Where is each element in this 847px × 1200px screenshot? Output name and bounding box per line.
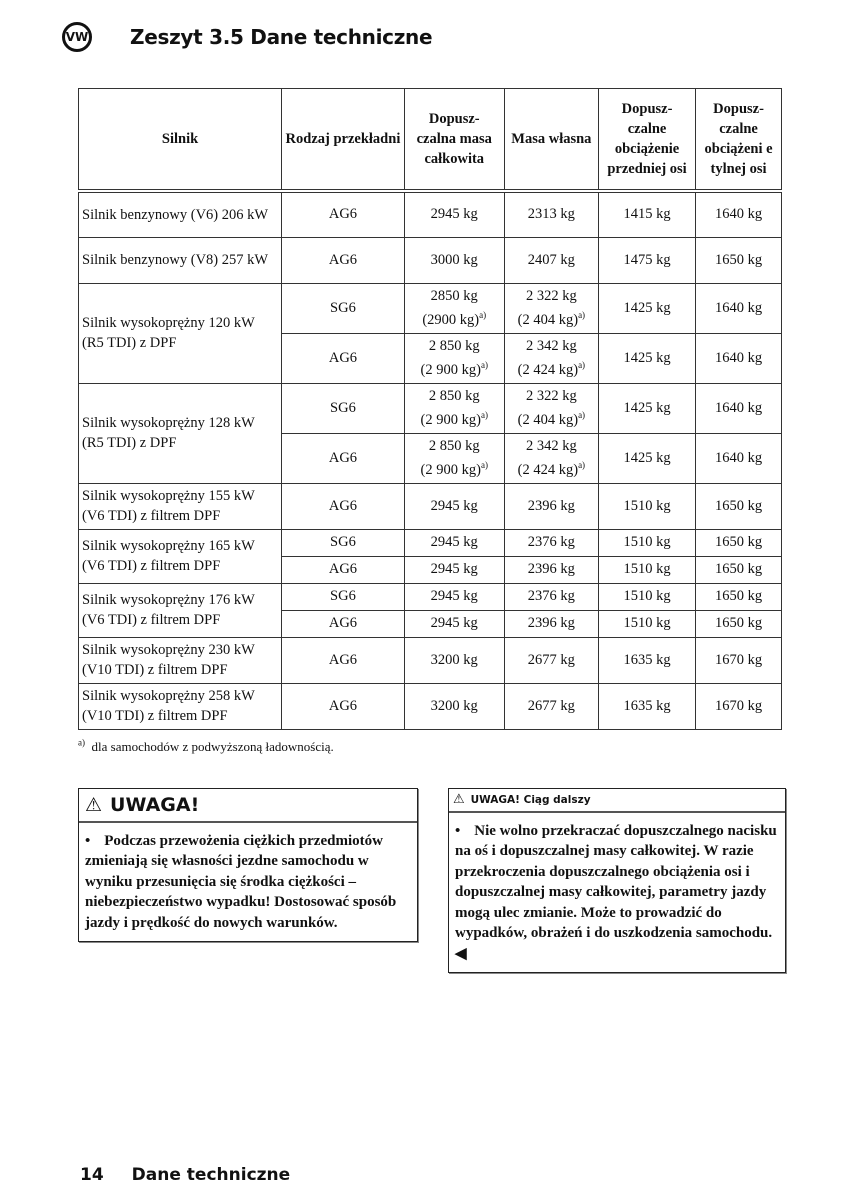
footnote-ref: a) — [480, 410, 488, 421]
value-alt: (2 900 kg) — [420, 462, 481, 478]
column-header: Dopusz- czalna masa całkowita — [404, 89, 504, 192]
gearbox-cell: SG6 — [282, 529, 405, 556]
front-axle-cell: 1425 kg — [598, 383, 695, 433]
gross-weight-cell: 2945 kg — [404, 529, 504, 556]
front-axle-cell: 1425 kg — [598, 333, 695, 383]
gearbox-cell: AG6 — [282, 610, 405, 637]
gearbox-cell: AG6 — [282, 333, 405, 383]
gearbox-cell: SG6 — [282, 583, 405, 610]
warning-triangle-icon: ⚠ — [453, 792, 465, 807]
rear-axle-cell: 1640 kg — [696, 283, 782, 333]
logo-text: VW — [65, 30, 89, 44]
gross-weight-cell — [404, 383, 504, 433]
footnote-ref: a) — [578, 310, 586, 321]
footnote-ref: a) — [578, 410, 586, 421]
value-alt: (2 404 kg) — [517, 312, 579, 328]
gearbox-cell: AG6 — [282, 683, 405, 729]
curb-weight-cell — [504, 433, 598, 483]
rear-axle-cell: 1640 kg — [696, 191, 782, 237]
warning-box — [78, 788, 418, 943]
curb-weight-cell — [504, 383, 598, 433]
rear-axle-cell: 1640 kg — [696, 433, 782, 483]
curb-weight-cell: 2396 kg — [504, 556, 598, 583]
warning-body — [449, 813, 785, 973]
gearbox-cell: AG6 — [282, 637, 405, 683]
curb-weight-cell: 2376 kg — [504, 583, 598, 610]
warning-text: Podczas przewożenia ciężkich przedmiotów zmieniają się własności jezdne samochodu w wyniku przesunięcia się środka ciężkości – niebezpieczeństwo wypadku! Dostosować sposób jazdy i prędkość do nowych warunków. — [85, 832, 397, 931]
value: 2 322 kg — [525, 388, 577, 404]
gross-weight-cell: 3200 kg — [404, 637, 504, 683]
gross-weight-cell: 2945 kg — [404, 556, 504, 583]
front-axle-cell: 1635 kg — [598, 637, 695, 683]
gross-weight-cell: 2945 kg — [404, 483, 504, 529]
front-axle-cell: 1415 kg — [598, 191, 695, 237]
gross-weight-cell — [404, 433, 504, 483]
curb-weight-cell: 2313 kg — [504, 191, 598, 237]
value: 2 850 kg — [428, 338, 480, 354]
engine-cell: Silnik benzynowy (V8) 257 kW — [79, 237, 282, 283]
engine-cell: Silnik benzynowy (V6) 206 kW — [79, 191, 282, 237]
footnote-text: dla samochodów z podwyższoną ładownością. — [91, 738, 334, 754]
curb-weight-cell — [504, 283, 598, 333]
footnote-ref: a) — [480, 460, 488, 471]
rear-axle-cell: 1650 kg — [696, 483, 782, 529]
gearbox-cell: AG6 — [282, 433, 405, 483]
front-axle-cell: 1425 kg — [598, 433, 695, 483]
footnote-ref: a) — [578, 460, 586, 471]
engine-cell: Silnik wysokoprężny 165 kW (V6 TDI) z filtrem DPF — [79, 529, 282, 583]
rear-axle-cell: 1650 kg — [696, 237, 782, 283]
page-number: 14 — [80, 1165, 104, 1185]
warning-continued-box — [448, 788, 786, 974]
footnote-ref: a) — [480, 360, 488, 371]
value-alt: (2 424 kg) — [517, 362, 579, 378]
rear-axle-cell: 1670 kg — [696, 637, 782, 683]
value-alt: (2 900 kg) — [420, 362, 481, 378]
engine-cell: Silnik wysokoprężny 128 kW (R5 TDI) z DPF — [79, 383, 282, 483]
column-header: Silnik — [79, 89, 282, 192]
curb-weight-cell: 2677 kg — [504, 683, 598, 729]
gross-weight-cell: 2945 kg — [404, 583, 504, 610]
rear-axle-cell: 1650 kg — [696, 556, 782, 583]
page-title: Zeszyt 3.5 Dane techniczne — [130, 25, 433, 49]
column-header: Dopusz- czalne obciążeni e tylnej osi — [696, 89, 782, 192]
table-row — [79, 191, 782, 237]
warning-header — [79, 789, 417, 823]
table-row — [79, 483, 782, 529]
gross-weight-cell — [404, 333, 504, 383]
value: 2 850 kg — [428, 438, 480, 454]
table-row — [79, 529, 782, 556]
front-axle-cell: 1510 kg — [598, 556, 695, 583]
header-row — [79, 89, 782, 192]
curb-weight-cell — [504, 333, 598, 383]
warning-title: UWAGA! — [110, 793, 200, 816]
column-header: Dopusz- czalne obciążenie przedniej osi — [598, 89, 695, 192]
rear-axle-cell: 1650 kg — [696, 529, 782, 556]
value: 2 342 kg — [525, 338, 577, 354]
end-of-section-icon: ◀ — [455, 945, 467, 962]
technical-data-table — [78, 88, 782, 730]
value: 2 322 kg — [525, 288, 577, 304]
value-alt: (2 900 kg) — [420, 412, 481, 428]
curb-weight-cell: 2396 kg — [504, 483, 598, 529]
engine-cell: Silnik wysokoprężny 230 kW (V10 TDI) z filtrem DPF — [79, 637, 282, 683]
gross-weight-cell: 2945 kg — [404, 610, 504, 637]
gross-weight-cell: 2945 kg — [404, 191, 504, 237]
gross-weight-cell: 3200 kg — [404, 683, 504, 729]
gearbox-cell: SG6 — [282, 283, 405, 333]
warning-header — [449, 789, 785, 813]
curb-weight-cell: 2396 kg — [504, 610, 598, 637]
warning-title: UWAGA! Ciąg dalszy — [470, 793, 591, 806]
rear-axle-cell: 1650 kg — [696, 610, 782, 637]
front-axle-cell: 1510 kg — [598, 529, 695, 556]
front-axle-cell: 1510 kg — [598, 483, 695, 529]
engine-cell: Silnik wysokoprężny 176 kW (V6 TDI) z filtrem DPF — [79, 583, 282, 637]
front-axle-cell: 1475 kg — [598, 237, 695, 283]
curb-weight-cell: 2407 kg — [504, 237, 598, 283]
content — [78, 88, 786, 973]
front-axle-cell: 1510 kg — [598, 610, 695, 637]
table-row — [79, 683, 782, 729]
rear-axle-cell: 1640 kg — [696, 333, 782, 383]
rear-axle-cell: 1650 kg — [696, 583, 782, 610]
gross-weight-cell — [404, 283, 504, 333]
table-row — [79, 237, 782, 283]
engine-cell: Silnik wysokoprężny 120 kW (R5 TDI) z DPF — [79, 283, 282, 383]
rear-axle-cell: 1670 kg — [696, 683, 782, 729]
value: 2 850 kg — [428, 388, 480, 404]
engine-cell: Silnik wysokoprężny 155 kW (V6 TDI) z filtrem DPF — [79, 483, 282, 529]
table-row — [79, 583, 782, 610]
value: 2 342 kg — [525, 438, 577, 454]
bullet: • — [85, 832, 91, 849]
warnings — [78, 788, 786, 974]
page-footer — [80, 1165, 290, 1185]
footnote-ref: a) — [479, 310, 487, 321]
value-alt: (2900 kg) — [422, 312, 480, 328]
warning-triangle-icon: ⚠ — [85, 793, 103, 816]
gearbox-cell: AG6 — [282, 237, 405, 283]
table-row — [79, 637, 782, 683]
curb-weight-cell: 2677 kg — [504, 637, 598, 683]
value: 2850 kg — [430, 288, 478, 304]
table-row — [79, 283, 782, 333]
vw-logo-icon — [62, 22, 92, 52]
front-axle-cell: 1510 kg — [598, 583, 695, 610]
warning-text: Nie wolno przekraczać dopuszczalnego nacisku na oś i dopuszczalnej masy całkowitej. W razie przekroczenia dopuszczalnego obciążenia osi i dopuszczalnej masy całkowitej, parametry jazdy mogą ulec zmianie. Może to prowadzić do wypadków, obrażeń i do uszkodzenia samochodu. — [455, 822, 777, 941]
footnote-mark: a) — [78, 737, 85, 748]
front-axle-cell: 1425 kg — [598, 283, 695, 333]
gross-weight-cell: 3000 kg — [404, 237, 504, 283]
gearbox-cell: AG6 — [282, 483, 405, 529]
gearbox-cell: AG6 — [282, 556, 405, 583]
value-alt: (2 404 kg) — [517, 412, 579, 428]
curb-weight-cell: 2376 kg — [504, 529, 598, 556]
page-header — [62, 22, 432, 52]
table-row — [79, 383, 782, 433]
column-header: Rodzaj przekładni — [282, 89, 405, 192]
value-alt: (2 424 kg) — [517, 462, 579, 478]
footnote-ref: a) — [578, 360, 586, 371]
front-axle-cell: 1635 kg — [598, 683, 695, 729]
footnote — [78, 738, 786, 756]
gearbox-cell: AG6 — [282, 191, 405, 237]
rear-axle-cell: 1640 kg — [696, 383, 782, 433]
bullet: • — [455, 822, 461, 839]
warning-body — [79, 823, 417, 942]
footer-section: Dane techniczne — [131, 1165, 291, 1185]
engine-cell: Silnik wysokoprężny 258 kW (V10 TDI) z filtrem DPF — [79, 683, 282, 729]
gearbox-cell: SG6 — [282, 383, 405, 433]
column-header: Masa własna — [504, 89, 598, 192]
